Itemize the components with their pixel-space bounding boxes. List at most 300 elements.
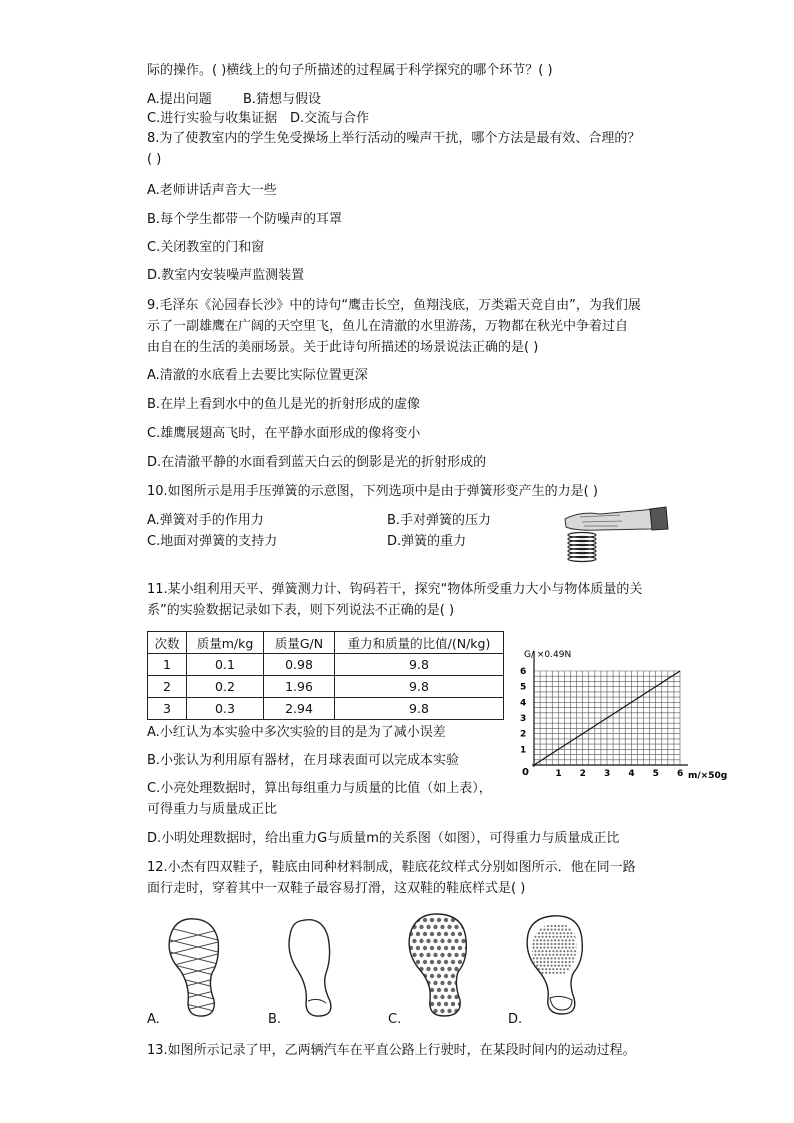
sole-dot <box>565 965 567 967</box>
sole-dot <box>451 946 455 950</box>
sole-dot <box>447 953 451 957</box>
sole-dot <box>558 943 560 945</box>
sole-dot <box>576 929 578 931</box>
sole-dot <box>440 925 444 929</box>
sole-dot <box>543 943 545 945</box>
sole-dot <box>419 981 423 985</box>
shoe-option-d-label: D. <box>508 1012 523 1027</box>
sole-dot <box>465 974 469 978</box>
sole-dot <box>454 953 458 957</box>
sole-dot <box>437 918 441 922</box>
table-cell: 1.96 <box>264 676 335 698</box>
sole-dot <box>545 968 547 970</box>
x-tick-label: 4 <box>628 769 635 779</box>
sole-dot <box>454 967 458 971</box>
sole-dot <box>552 936 554 938</box>
sole-dot <box>570 968 572 970</box>
sole-dot <box>542 972 544 974</box>
sole-dot <box>563 932 565 934</box>
sole-dot <box>430 974 434 978</box>
sole-dot <box>570 954 572 956</box>
sole-dot <box>534 936 536 938</box>
sole-dot <box>412 1009 416 1013</box>
sole-dot <box>423 946 427 950</box>
sole-dot <box>461 981 465 985</box>
sole-dot <box>451 960 455 964</box>
sole-dot <box>565 925 567 927</box>
sole-dot <box>569 957 571 959</box>
table-cell: 9.8 <box>335 654 504 676</box>
sole-dot <box>444 960 448 964</box>
sole-dot <box>561 957 563 959</box>
sole-dot <box>540 961 542 963</box>
sole-dot <box>538 954 540 956</box>
q11-data-table <box>147 631 504 720</box>
sole-dot <box>409 974 413 978</box>
sole-dot <box>563 954 565 956</box>
sole-dot <box>423 960 427 964</box>
sole-dot <box>531 968 533 970</box>
sole-dot <box>405 981 409 985</box>
sole-dot <box>437 974 441 978</box>
sole-dot <box>554 957 556 959</box>
sole-dot <box>536 925 538 927</box>
sole-dot <box>543 961 545 963</box>
y-tick-label: 3 <box>520 714 527 724</box>
sole-dot <box>561 947 563 949</box>
sole-dot <box>444 932 448 936</box>
sole-dot <box>405 995 409 999</box>
y-tick-label: 5 <box>520 682 527 693</box>
sole-dot <box>576 957 578 959</box>
sole-dot <box>458 946 462 950</box>
table-row <box>148 676 504 698</box>
sole-dot <box>454 925 458 929</box>
sole-dot <box>572 965 574 967</box>
sole-dot <box>561 961 563 963</box>
sole-dot <box>569 965 571 967</box>
q8-stem-line2: ( ) <box>147 152 162 167</box>
sole-dot <box>554 961 556 963</box>
sole-dot <box>556 968 558 970</box>
table-row <box>148 654 504 676</box>
sole-dot <box>412 995 416 999</box>
sole-dot <box>440 953 444 957</box>
sole-dot <box>531 954 533 956</box>
sole-dot <box>533 943 535 945</box>
sole-dot <box>570 936 572 938</box>
sole-dot <box>433 953 437 957</box>
sole-dot <box>554 925 556 927</box>
sole-dot <box>531 972 533 974</box>
sole-dot <box>540 965 542 967</box>
q10-option-b: B.手对弹簧的压力 <box>387 513 492 528</box>
sole-dot <box>556 954 558 956</box>
sole-dot <box>534 932 536 934</box>
shoe-sole-c-image <box>398 910 478 1020</box>
sole-dot <box>561 925 563 927</box>
sole-dot <box>547 939 549 941</box>
sole-dot <box>458 974 462 978</box>
table-cell: 0.1 <box>187 654 264 676</box>
q9-stem-line2: 示了一副雄鹰在广阔的天空里飞，鱼儿在清澈的水里游荡，万物都在秋光中争着过自 <box>147 319 629 334</box>
q11-option-b: B.小张认为利用原有器材，在月球表面可以完成本实验 <box>147 753 460 768</box>
sole-dot <box>578 936 580 938</box>
sole-dot <box>437 988 441 992</box>
sole-dot <box>465 988 469 992</box>
sole-dot <box>534 954 536 956</box>
sole-dot <box>567 950 569 952</box>
sole-dot <box>551 961 553 963</box>
sole-dot <box>540 943 542 945</box>
sole-dot <box>551 939 553 941</box>
sole-dot <box>419 925 423 929</box>
sole-dot <box>444 988 448 992</box>
sole-dot <box>549 936 551 938</box>
sole-dot <box>545 950 547 952</box>
x-tick-label: 2 <box>579 769 586 779</box>
shoe-option-a-label: A. <box>147 1012 160 1027</box>
sole-dot <box>576 939 578 941</box>
sole-dot <box>552 968 554 970</box>
sole-dot <box>556 950 558 952</box>
q7-option-d: D.交流与合作 <box>290 111 370 126</box>
sole-dot <box>570 950 572 952</box>
shoe-option-b-label: B. <box>268 1012 282 1027</box>
sole-dot <box>440 995 444 999</box>
sole-dot <box>534 950 536 952</box>
sole-dot <box>549 972 551 974</box>
sole-dot <box>572 929 574 931</box>
table-header-cell: 次数 <box>148 632 187 654</box>
sole-dot <box>458 988 462 992</box>
sole-dot <box>430 932 434 936</box>
sole-dot <box>574 936 576 938</box>
sole-dot <box>540 939 542 941</box>
table-row <box>148 698 504 720</box>
sole-dot <box>433 925 437 929</box>
q7-option-a: A.提出问题 <box>147 92 212 107</box>
sole-dot <box>465 960 469 964</box>
y-tick-label: 2 <box>520 729 527 740</box>
sole-dot <box>430 946 434 950</box>
q9-stem-line3: 由自在的生活的美丽场景。关于此诗句所描述的场景说法正确的是( ) <box>147 340 539 355</box>
sole-dot <box>558 925 560 927</box>
sole-dot <box>458 932 462 936</box>
sole-dot <box>538 936 540 938</box>
sole-dot <box>409 1002 413 1006</box>
sole-dot <box>561 939 563 941</box>
sole-dot <box>561 965 563 967</box>
sole-dot <box>543 957 545 959</box>
x-tick-label: 3 <box>604 769 611 779</box>
sole-dot <box>549 954 551 956</box>
y-tick-label: 6 <box>520 667 527 677</box>
sole-dot <box>578 968 580 970</box>
sole-dot <box>447 995 451 999</box>
sole-dot <box>461 1009 465 1013</box>
sole-dot <box>433 981 437 985</box>
table-cell: 0.3 <box>187 698 264 720</box>
q11-option-c-line1: C.小亮处理数据时，算出每组重力与质量的比值（如上表）， <box>147 781 492 796</box>
sole-dot <box>563 936 565 938</box>
sole-dot <box>572 947 574 949</box>
shoe-sole-b-image <box>282 915 352 1020</box>
sole-dot <box>543 947 545 949</box>
sole-dot <box>543 929 545 931</box>
sole-dot <box>556 936 558 938</box>
sole-dot <box>547 925 549 927</box>
sole-dot <box>565 943 567 945</box>
sole-dot <box>578 932 580 934</box>
q8-stem-line1: 8.为了使教室内的学生免受操场上举行活动的噪声干扰，哪个方法是最有效、合理的？ <box>147 131 641 146</box>
sole-dot <box>549 950 551 952</box>
sole-dot <box>540 947 542 949</box>
sole-dot <box>440 981 444 985</box>
q11-stem-line2: 系”的实验数据记录如下表，则下列说法不正确的是( ) <box>147 603 455 618</box>
sole-dot <box>560 950 562 952</box>
x-tick-label: 1 <box>555 769 562 779</box>
sole-dot <box>547 961 549 963</box>
table-header-row <box>148 632 504 654</box>
q12-stem-line2: 面行走时，穿着其中一双鞋子最容易打滑，这双鞋的鞋底样式是( ) <box>147 881 526 896</box>
sole-dot <box>558 939 560 941</box>
sole-dot <box>554 943 556 945</box>
q11-option-a: A.小红认为本实验中多次实验的目的是为了减小误差 <box>147 725 446 740</box>
sole-dot <box>533 939 535 941</box>
sole-dot <box>423 1002 427 1006</box>
sole-dot <box>570 972 572 974</box>
sole-dot <box>536 965 538 967</box>
sole-dot <box>556 972 558 974</box>
sole-dot <box>437 1002 441 1006</box>
sole-dot <box>560 972 562 974</box>
sole-dot <box>574 932 576 934</box>
sole-dot <box>569 925 571 927</box>
sole-dot <box>416 1002 420 1006</box>
sole-dot <box>572 957 574 959</box>
sole-dot <box>426 967 430 971</box>
sole-dot <box>531 936 533 938</box>
sole-dot <box>430 918 434 922</box>
sole-dot <box>552 972 554 974</box>
table-cell: 0.2 <box>187 676 264 698</box>
sole-dot <box>433 939 437 943</box>
q13-stem: 13.如图所示记录了甲，乙两辆汽车在平直公路上行驶时，在某段时间内的运动过程。 <box>147 1043 636 1058</box>
q9-option-a: A.清澈的水底看上去要比实际位置更深 <box>147 368 368 383</box>
sole-dot <box>536 929 538 931</box>
sole-dot <box>558 947 560 949</box>
sole-dot <box>551 965 553 967</box>
table-header-cell: 质量G/N <box>264 632 335 654</box>
table-cell: 9.8 <box>335 676 504 698</box>
sole-dot <box>419 995 423 999</box>
sole-dot <box>433 995 437 999</box>
sole-dot <box>569 961 571 963</box>
sole-dot <box>560 936 562 938</box>
q11-option-c-line2: 可得重力与质量成正比 <box>147 802 278 817</box>
sole-dot <box>542 936 544 938</box>
sole-dot <box>451 1002 455 1006</box>
sole-dot <box>572 939 574 941</box>
sole-dot <box>430 960 434 964</box>
sole-dot <box>558 929 560 931</box>
sole-dot <box>551 947 553 949</box>
sole-dot <box>563 950 565 952</box>
sole-dot <box>529 939 531 941</box>
sole-dot <box>444 918 448 922</box>
sole-dot <box>558 957 560 959</box>
q12-stem-line1: 12.小杰有四双鞋子，鞋底由同种材料制成，鞋底花纹样式分别如图所示．他在同一路 <box>147 860 636 875</box>
graph-x-label: m/×50g <box>688 771 728 781</box>
hand-pressing-spring-illustration <box>560 505 670 565</box>
sole-dot <box>565 947 567 949</box>
shoe-sole-d-image <box>520 910 590 1020</box>
q8-option-d: D.教室内安装噪声监测装置 <box>147 268 305 283</box>
sole-dot <box>552 954 554 956</box>
sole-dot <box>447 939 451 943</box>
sole-dot <box>554 939 556 941</box>
sole-dot <box>533 929 535 931</box>
sole-dot <box>447 925 451 929</box>
sole-dot <box>419 1009 423 1013</box>
sole-dot <box>454 939 458 943</box>
q9-option-b: B.在岸上看到水中的鱼儿是光的折射形成的虚像 <box>147 397 421 412</box>
table-header-cell: 质量m/kg <box>187 632 264 654</box>
sole-dot <box>405 925 409 929</box>
table-header-cell: 重力和质量的比值/(N/kg) <box>335 632 504 654</box>
sole-dot <box>569 939 571 941</box>
sole-dot <box>405 1009 409 1013</box>
sole-dot <box>465 918 469 922</box>
sole-dot <box>543 965 545 967</box>
sole-dot <box>447 1009 451 1013</box>
sole-dot <box>416 988 420 992</box>
sole-dot <box>437 946 441 950</box>
sole-dot <box>565 929 567 931</box>
sole-dot <box>540 929 542 931</box>
sole-dot <box>549 968 551 970</box>
q9-stem-line1: 9.毛泽东《沁园春长沙》中的诗句“鹰击长空，鱼翔浅底，万类霜天竞自由”，为我们展 <box>147 298 641 313</box>
sole-dot <box>543 939 545 941</box>
sole-dot <box>423 918 427 922</box>
sole-dot <box>560 954 562 956</box>
sole-dot <box>534 972 536 974</box>
x-tick-label: 6 <box>677 769 684 779</box>
sole-dot <box>440 967 444 971</box>
sole-dot <box>565 957 567 959</box>
shoe-sole-a-image <box>158 915 238 1020</box>
sole-dot <box>554 929 556 931</box>
sole-dot <box>576 961 578 963</box>
sole-dot <box>447 981 451 985</box>
sole-dot <box>569 947 571 949</box>
sole-dot <box>554 965 556 967</box>
sole-dot <box>542 950 544 952</box>
sole-dot <box>572 961 574 963</box>
q11-option-d: D.小明处理数据时，给出重力G与质量m的关系图（如图），可得重力与质量成正比 <box>147 831 620 846</box>
sole-dot <box>560 968 562 970</box>
sole-dot <box>545 932 547 934</box>
q9-option-c: C.雄鹰展翅高飞时，在平静水面形成的像将变小 <box>147 426 421 441</box>
sole-dot <box>552 932 554 934</box>
sole-dot <box>565 961 567 963</box>
sole-dot <box>536 947 538 949</box>
sole-dot <box>405 953 409 957</box>
sole-dot <box>563 968 565 970</box>
sole-dot <box>567 932 569 934</box>
sole-dot <box>554 947 556 949</box>
q7-option-c: C.进行实验与收集证据 <box>147 111 278 126</box>
sole-dot <box>419 939 423 943</box>
sole-dot <box>551 925 553 927</box>
sole-dot <box>412 967 416 971</box>
sole-dot <box>540 925 542 927</box>
sole-dot <box>552 950 554 952</box>
sole-dot <box>547 929 549 931</box>
sole-dot <box>533 957 535 959</box>
sole-dot <box>563 972 565 974</box>
q8-option-b: B.每个学生都带一个防噪声的耳罩 <box>147 212 343 227</box>
sole-dot <box>561 929 563 931</box>
sole-dot <box>565 939 567 941</box>
table-cell: 0.98 <box>264 654 335 676</box>
sole-dot <box>574 950 576 952</box>
sole-dot <box>538 932 540 934</box>
x-tick-label: 5 <box>652 769 659 779</box>
sole-dot <box>578 950 580 952</box>
sole-dot <box>412 953 416 957</box>
q8-option-c: C.关闭教室的门和窗 <box>147 240 265 255</box>
q10-option-a: A.弹簧对手的作用力 <box>147 513 264 528</box>
sole-dot <box>578 972 580 974</box>
sole-dot <box>545 972 547 974</box>
y-tick-label: 4 <box>520 698 527 709</box>
sole-dot <box>574 954 576 956</box>
sole-dot <box>545 936 547 938</box>
sole-dot <box>529 961 531 963</box>
sole-dot <box>444 1002 448 1006</box>
sole-dot <box>558 965 560 967</box>
gravity-mass-graph <box>512 645 728 785</box>
q8-option-a: A.老师讲话声音大一些 <box>147 183 277 198</box>
table-cell: 2.94 <box>264 698 335 720</box>
sole-dot <box>543 925 545 927</box>
sole-dot <box>545 954 547 956</box>
sole-dot <box>570 932 572 934</box>
sole-dot <box>433 967 437 971</box>
q10-option-c: C.地面对弹簧的支持力 <box>147 534 278 549</box>
sole-dot <box>567 972 569 974</box>
sole-dot <box>578 954 580 956</box>
sole-dot <box>409 918 413 922</box>
sole-dot <box>536 961 538 963</box>
sole-dot <box>416 974 420 978</box>
sole-dot <box>531 950 533 952</box>
sole-dot <box>458 960 462 964</box>
sole-dot <box>551 957 553 959</box>
sole-dot <box>447 967 451 971</box>
sole-dot <box>412 981 416 985</box>
sole-dot <box>533 947 535 949</box>
sole-dot <box>437 960 441 964</box>
sole-dot <box>567 936 569 938</box>
q11-stem-line1: 11.某小组利用天平、弹簧测力计、钩码若干，探究“物体所受重力大小与物体质量的关 <box>147 582 643 597</box>
sole-dot <box>561 943 563 945</box>
sole-dot <box>547 965 549 967</box>
sole-dot <box>444 946 448 950</box>
sole-dot <box>451 988 455 992</box>
